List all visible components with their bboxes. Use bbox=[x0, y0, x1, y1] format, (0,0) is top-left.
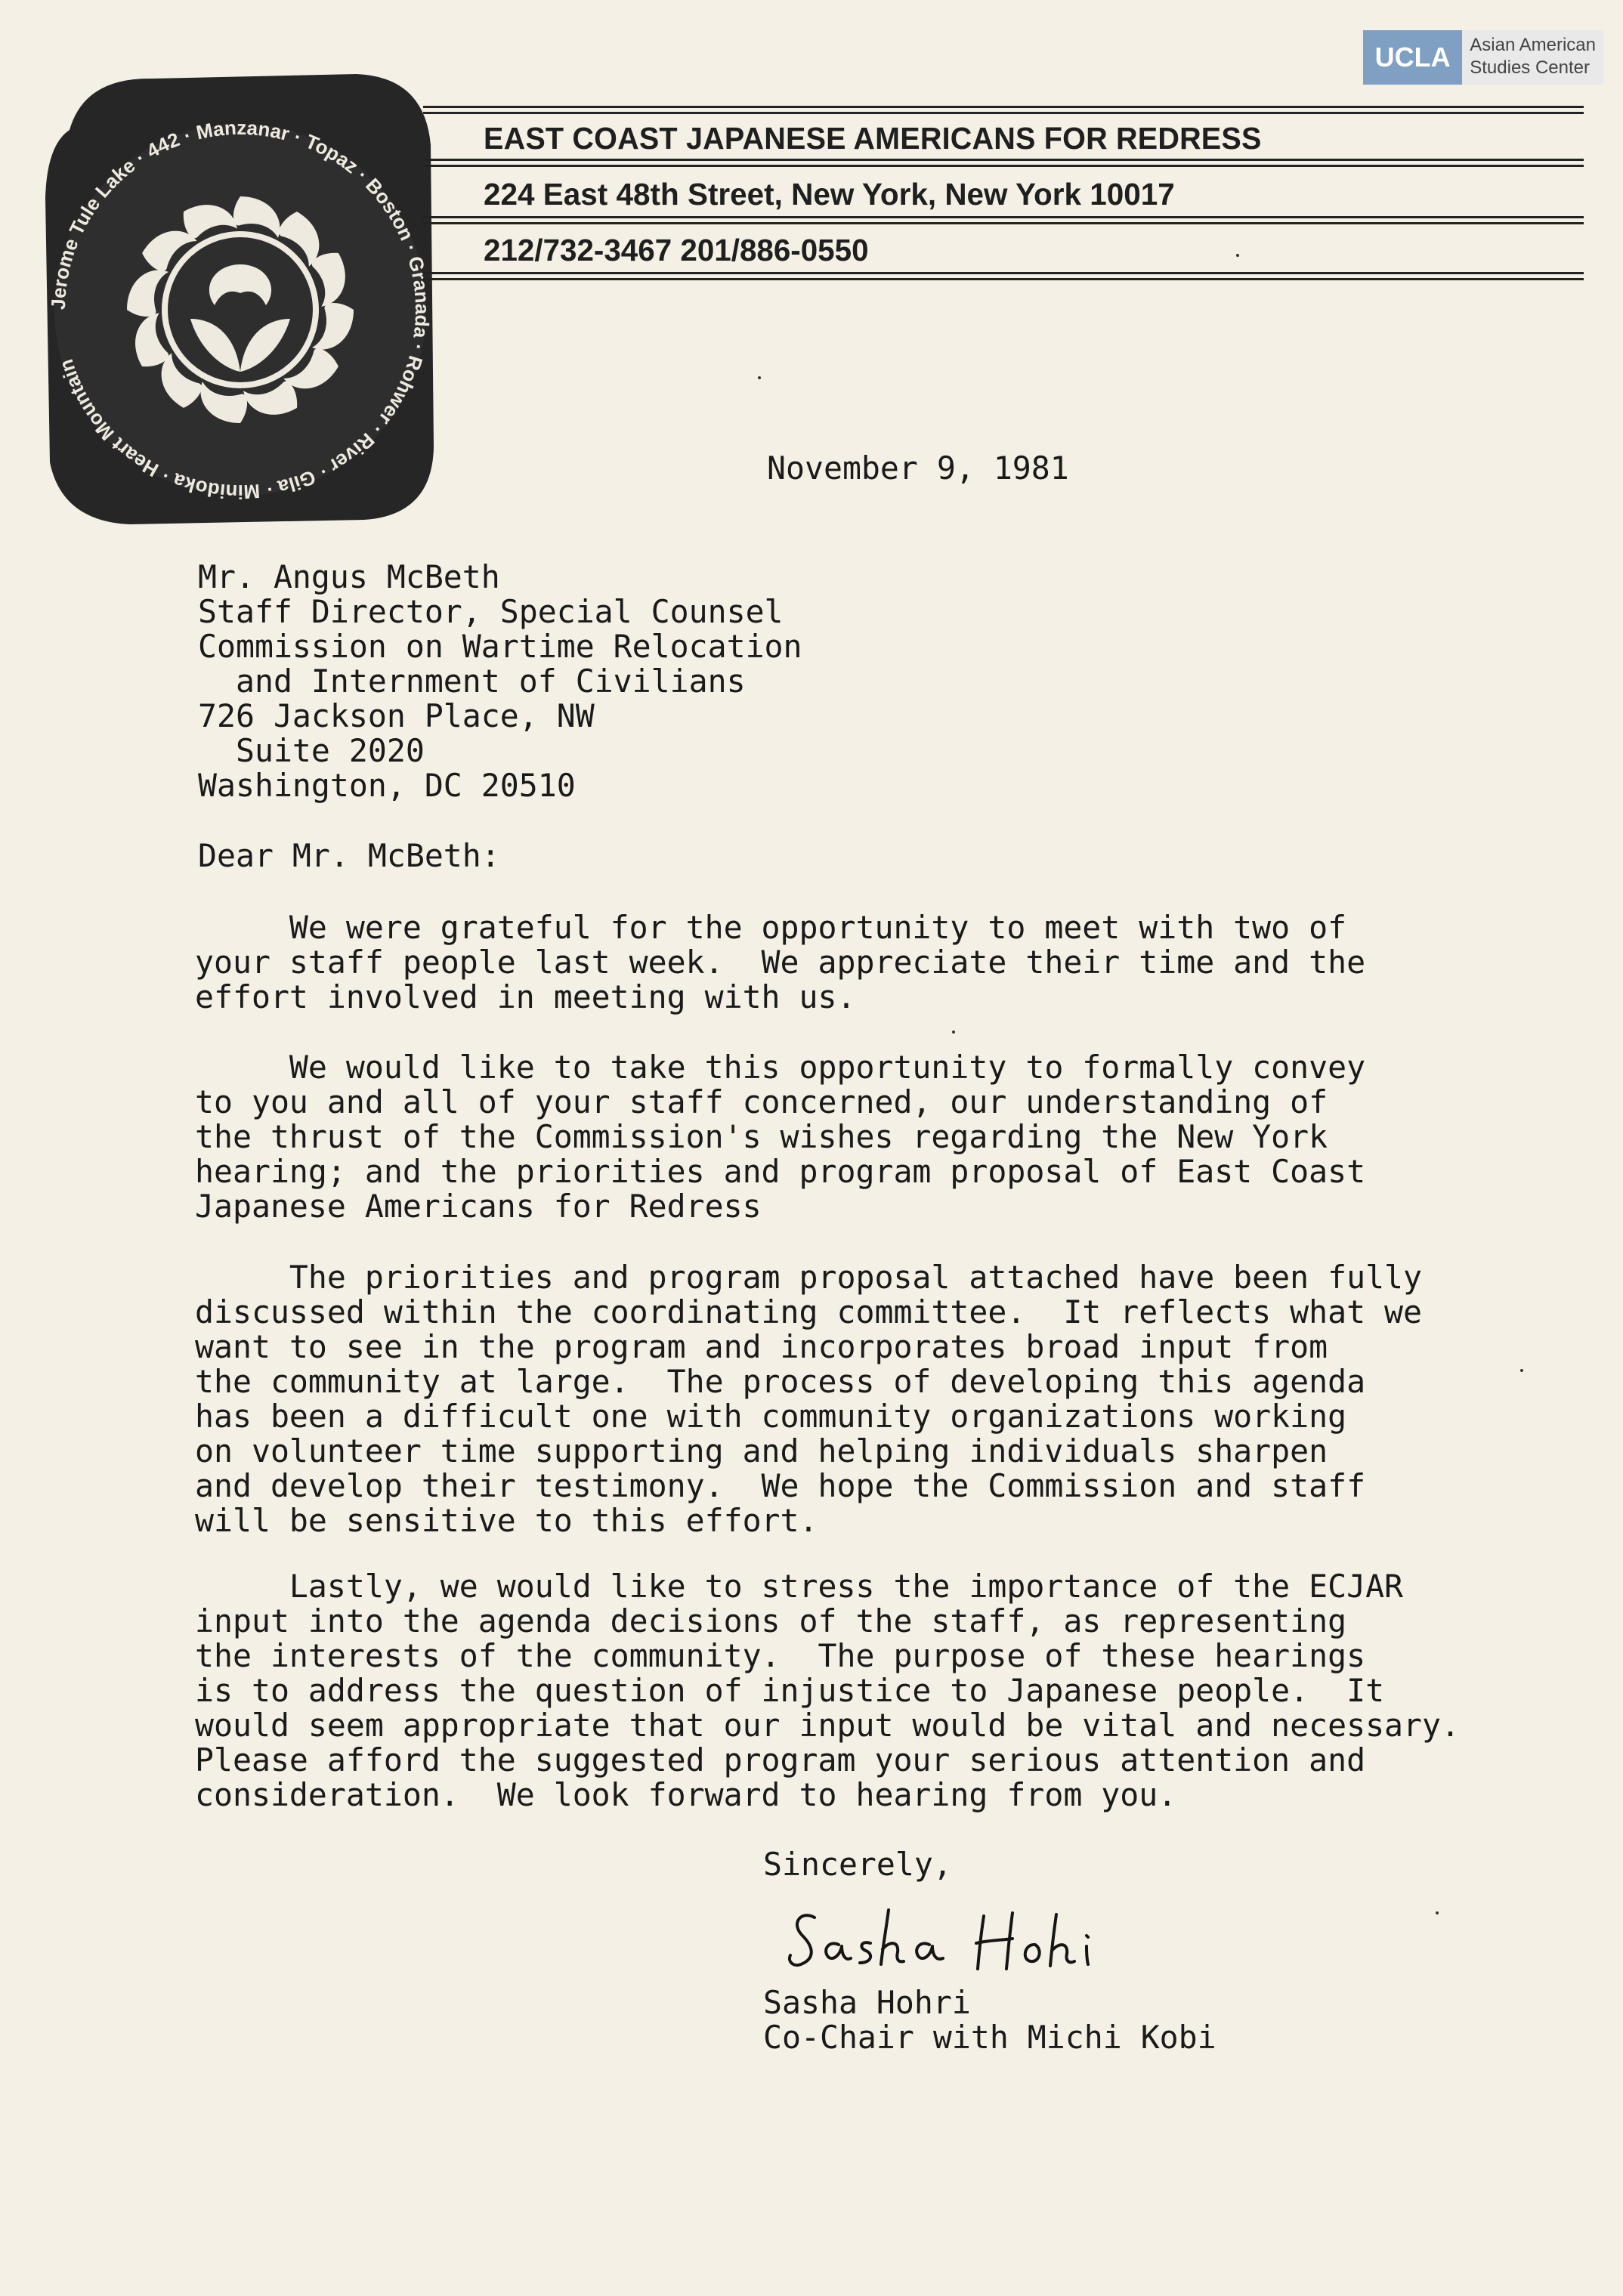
text-line: would seem appropriate that our input would be vital and necessary. bbox=[195, 1707, 1461, 1744]
text-line: your staff people last week. We appreciate their time and the bbox=[195, 944, 1366, 981]
text-line: want to see in the program and incorporates broad input from bbox=[195, 1328, 1328, 1365]
text-line: We were grateful for the opportunity to meet with two of bbox=[195, 909, 1347, 946]
paper-speck bbox=[1436, 1911, 1439, 1914]
paper-speck bbox=[952, 1031, 955, 1034]
organization-phones: 212/732-3467 201/886-0550 bbox=[484, 233, 869, 267]
text-line: effort involved in meeting with us. bbox=[195, 978, 856, 1015]
text-line: We would like to take this opportunity to formally convey bbox=[195, 1049, 1366, 1086]
letterhead-rule-3 bbox=[423, 216, 1584, 224]
text-line: Lastly, we would like to stress the importance of the ECJAR bbox=[195, 1568, 1404, 1605]
closing: Sincerely, bbox=[763, 1846, 952, 1883]
recipient-line: Mr. Angus McBeth bbox=[198, 558, 500, 595]
paragraph-1 bbox=[195, 910, 1365, 1015]
text-line: The priorities and program proposal attached have been fully bbox=[195, 1259, 1423, 1296]
text-line: to you and all of your staff concerned, our understanding of bbox=[195, 1083, 1328, 1120]
text-line: has been a difficult one with community organizations working bbox=[195, 1398, 1347, 1435]
text-line: and develop their testimony. We hope the Commission and staff bbox=[195, 1467, 1366, 1504]
salutation: Dear Mr. McBeth: bbox=[198, 837, 500, 874]
paragraph-2 bbox=[195, 1050, 1365, 1224]
archive-center-line2: Studies Center bbox=[1470, 57, 1591, 78]
paper-speck bbox=[758, 376, 761, 379]
signer-title: Co-Chair with Michi Kobi bbox=[763, 2019, 1216, 2056]
paragraph-3 bbox=[195, 1260, 1422, 1538]
letter-date: November 9, 1981 bbox=[767, 450, 1069, 487]
letterhead-rule-2 bbox=[423, 159, 1584, 167]
paragraph-4 bbox=[195, 1569, 1460, 1812]
archive-center-line1: Asian American bbox=[1470, 35, 1596, 55]
recipient-line: Staff Director, Special Counsel bbox=[198, 593, 784, 630]
text-line: will be sensitive to this effort. bbox=[195, 1502, 818, 1539]
text-line: the interests of the community. The purpose of these hearings bbox=[195, 1637, 1366, 1674]
handwritten-signature bbox=[786, 1902, 1103, 1985]
organization-logo bbox=[39, 70, 441, 529]
recipient-line: and Internment of Civilians bbox=[198, 663, 746, 700]
recipient-line: Washington, DC 20510 bbox=[198, 767, 576, 804]
recipient-address bbox=[198, 560, 802, 803]
letterhead-rule-1 bbox=[423, 106, 1584, 114]
recipient-line: Commission on Wartime Relocation bbox=[198, 628, 802, 665]
text-line: Please afford the suggested program your serious attention and bbox=[195, 1741, 1366, 1778]
text-line: the thrust of the Commission's wishes regarding the New York bbox=[195, 1118, 1328, 1155]
archive-center-name bbox=[1462, 30, 1603, 85]
paper-speck bbox=[1520, 1369, 1523, 1372]
paper-speck bbox=[1236, 254, 1239, 257]
recipient-line: Suite 2020 bbox=[198, 732, 425, 769]
recipient-line: 726 Jackson Place, NW bbox=[198, 697, 595, 734]
archive-badge bbox=[1363, 30, 1603, 85]
letterhead-rule-4 bbox=[423, 272, 1584, 280]
text-line: consideration. We look forward to hearing from you. bbox=[195, 1776, 1177, 1813]
text-line: is to address the question of injustice to Japanese people. It bbox=[195, 1672, 1385, 1709]
organization-name: EAST COAST JAPANESE AMERICANS FOR REDRESS bbox=[484, 121, 1262, 156]
organization-address: 224 East 48th Street, New York, New York 10017 bbox=[484, 177, 1175, 212]
text-line: the community at large. The process of developing this agenda bbox=[195, 1363, 1366, 1400]
text-line: discussed within the coordinating committee. It reflects what we bbox=[195, 1293, 1423, 1330]
text-line: input into the agenda decisions of the staff, as representing bbox=[195, 1602, 1347, 1639]
text-line: hearing; and the priorities and program proposal of East Coast bbox=[195, 1153, 1366, 1190]
signer-name: Sasha Hohri bbox=[763, 1984, 971, 2021]
logo-camp-names: Jerome Tule Lake · 442 · Manzanar · Topaz · Boston · Granada · Rohwer · River · Gila · Minidoka · Heart Mountain bbox=[46, 116, 434, 504]
text-line: Japanese Americans for Redress bbox=[195, 1188, 762, 1225]
text-line: on volunteer time supporting and helping individuals sharpen bbox=[195, 1432, 1328, 1469]
ucla-logo: UCLA bbox=[1363, 30, 1462, 85]
